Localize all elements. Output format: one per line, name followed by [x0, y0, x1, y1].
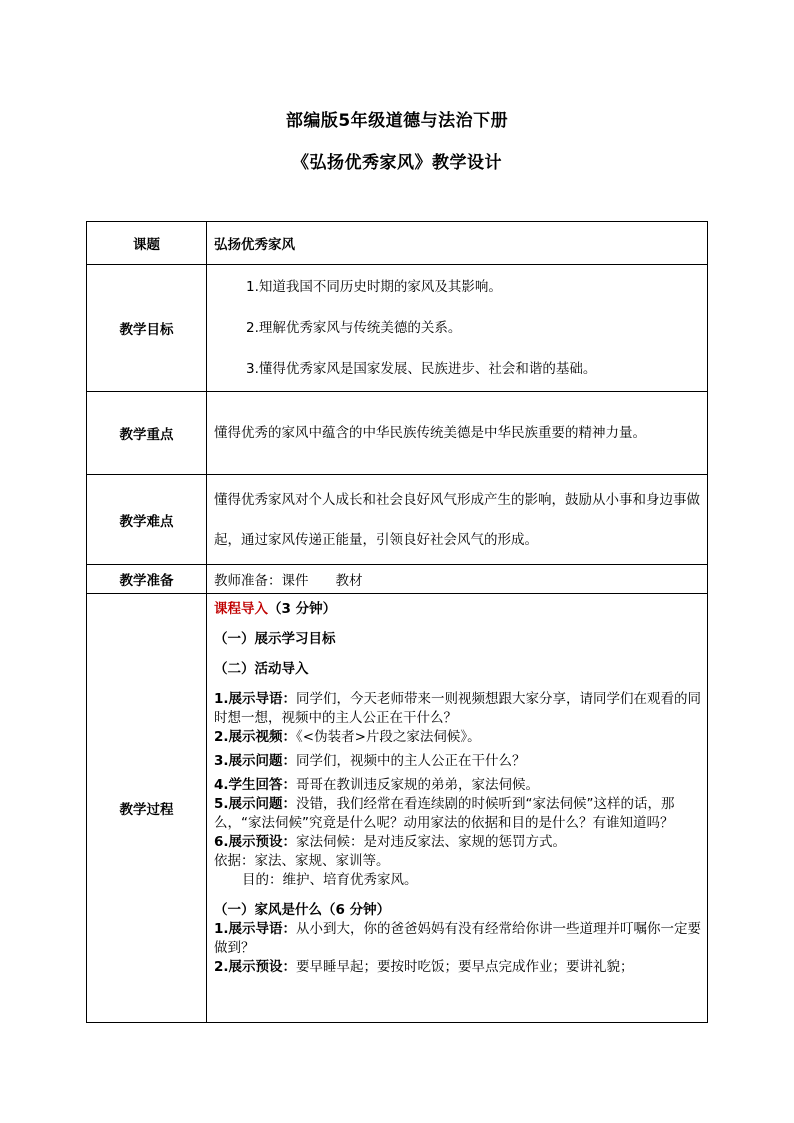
step-item: 1.展示导语：同学们，今天老师带来一则视频想跟大家分享，请同学们在观看的同时想一想，视频中的主人公正在干什么？: [214, 691, 702, 726]
intro-title: 课程导入: [214, 601, 268, 617]
step-item: 6.展示预设：家法伺候：是对违反家法、家规的惩罚方式。: [214, 834, 567, 850]
step-item: 3.展示问题：同学们，视频中的主人公正在干什么？: [214, 753, 526, 769]
goal-item: 2.理解优秀家风与传统美德的关系。: [246, 320, 462, 336]
difficulties-content: [207, 475, 708, 565]
process-label: 教学过程: [87, 594, 207, 1023]
document-subtitle: 《弘扬优秀家风》教学设计: [292, 153, 502, 173]
part1-heading: （一）家风是什么（6 分钟）: [214, 902, 391, 918]
table-row-difficulties: [87, 475, 708, 565]
purpose-text: 目的：维护、培育优秀家风。: [242, 872, 418, 888]
step-item: 2.展示预设：要早睡早起；要按时吃饭；要早点完成作业；要讲礼貌；: [214, 959, 634, 975]
goal-item: 1.知道我国不同历史时期的家风及其影响。: [246, 279, 502, 295]
subsection-heading: （二）活动导入: [214, 661, 309, 677]
topic-label: 课题: [87, 222, 207, 265]
intro-time: （3 分钟）: [268, 601, 337, 617]
preparation-text: 教师准备：课件 教材: [207, 565, 708, 594]
key-points-text: 懂得优秀的家风中蕴含的中华民族传统美德是中华民族重要的精神力量。: [214, 425, 646, 441]
document-title: 部编版5年级道德与法治下册: [285, 111, 509, 131]
goals-content: [207, 265, 708, 392]
step-item: 1.展示导语：从小到大，你的爸爸妈妈有没有经常给你讲一些道理并叮嘱你一定要做到？: [214, 921, 702, 956]
table-row-goals: [87, 265, 708, 392]
key-points-content: [207, 392, 708, 475]
step-item: 4.学生回答：哥哥在教训违反家规的弟弟，家法伺候。: [214, 777, 540, 793]
preparation-label: 教学准备: [87, 565, 207, 594]
table-row-key-points: [87, 392, 708, 475]
goal-item: 3.懂得优秀家风是国家发展、民族进步、社会和谐的基础。: [246, 361, 597, 377]
table-row-topic: [87, 222, 708, 265]
difficulties-label: 教学难点: [87, 475, 207, 565]
lesson-plan-table: [86, 221, 708, 1023]
step-item: 2.展示视频：《<伪装者>片段之家法伺候》。: [214, 729, 481, 745]
intro-heading: [214, 600, 703, 619]
goals-label: 教学目标: [87, 265, 207, 392]
step-item: 5.展示问题：没错，我们经常在看连续剧的时候听到“家法伺候”这样的话，那么，“家法伺候”究竟是什么呢？动用家法的依据和目的是什么？有谁知道吗？: [214, 796, 675, 831]
topic-value: 弘扬优秀家风: [207, 222, 708, 265]
subsection-heading: （一）展示学习目标: [214, 631, 336, 647]
table-row-process: [87, 594, 708, 1023]
table-row-preparation: [87, 565, 708, 594]
key-points-label: 教学重点: [87, 392, 207, 475]
difficulties-text: 懂得优秀家风对个人成长和社会良好风气形成产生的影响，鼓励从小事和身边事做起，通过家风传递正能量，引领良好社会风气的形成。: [214, 491, 700, 548]
process-content: [207, 594, 708, 1023]
basis-text: 依据：家法、家规、家训等。: [214, 853, 390, 869]
